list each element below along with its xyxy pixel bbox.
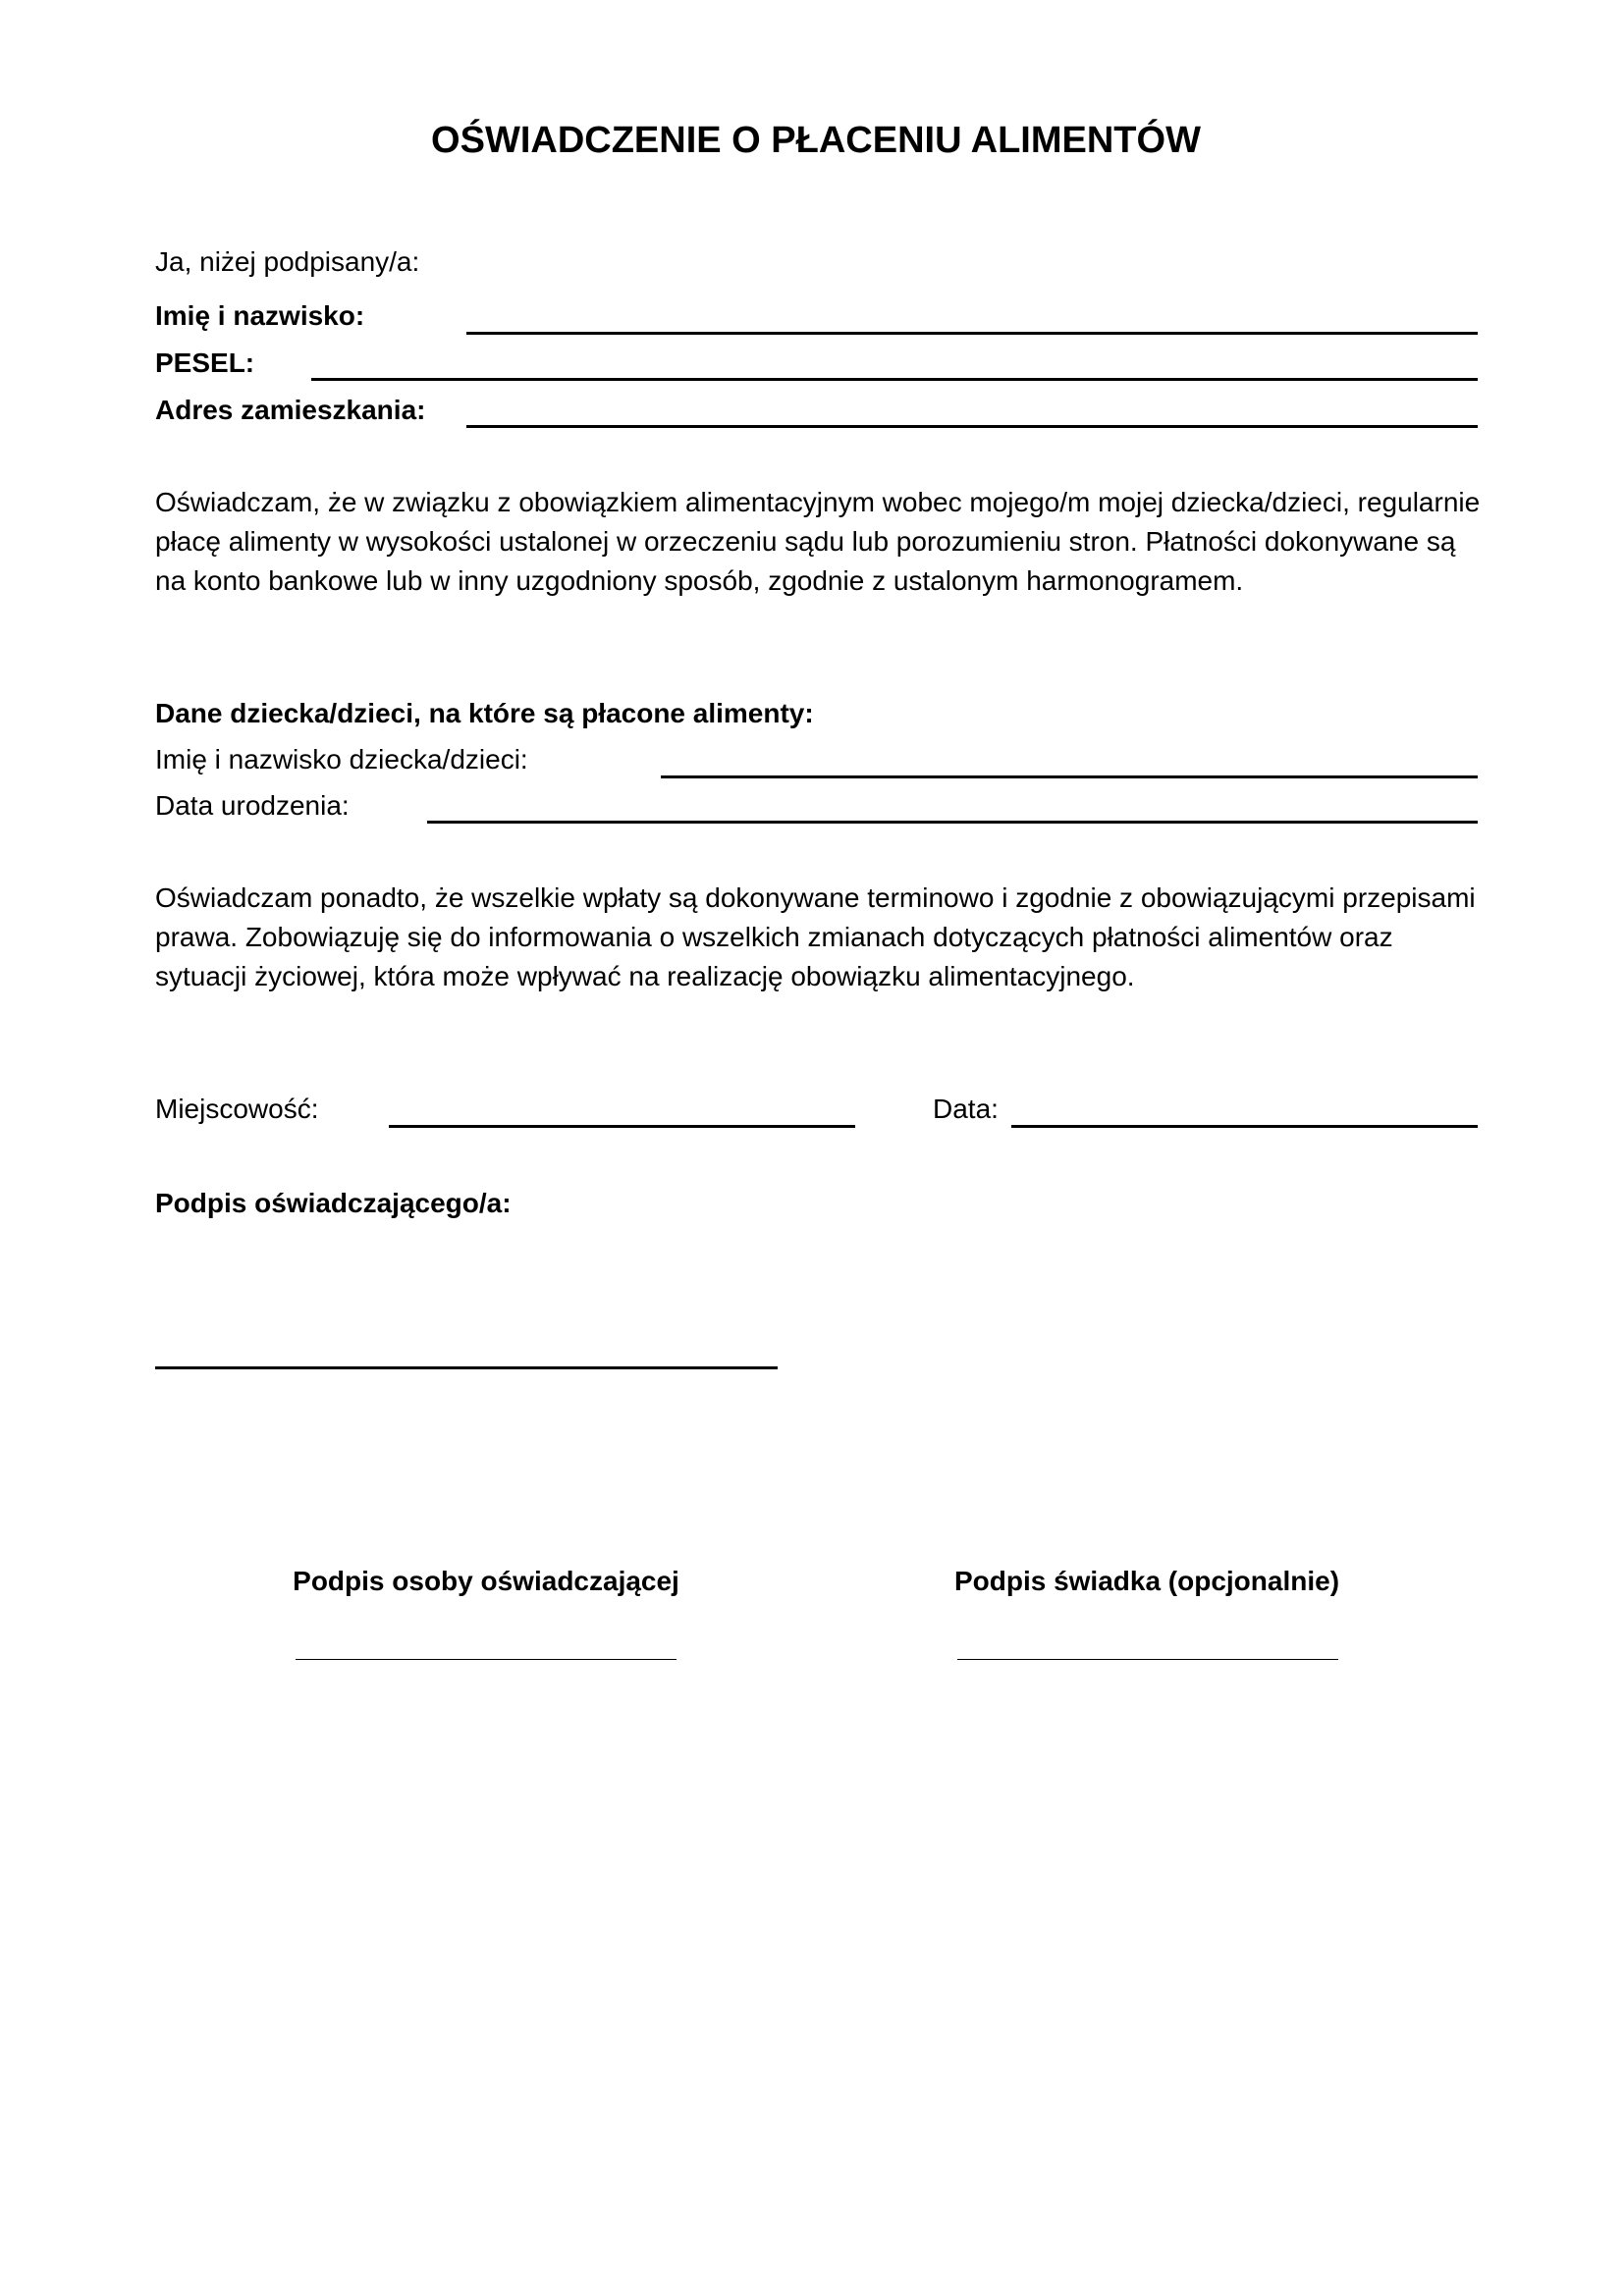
document-title: OŚWIADCZENIE O PŁACENIU ALIMENTÓW [431,120,1201,161]
declarant-signature-label: Podpis oświadczającego/a: [155,1188,512,1218]
person-signature-label: Podpis osoby oświadczającej [293,1566,679,1596]
address-label: Adres zamieszkania: [155,395,426,425]
person-signature-line[interactable] [296,1659,677,1660]
child-dob-label: Data urodzenia: [155,790,350,821]
declaration-paragraph-2: Oświadczam ponadto, że wszelkie wpłaty są dokonywane terminowo i zgodnie z obowiązującymi przepisami prawa. Zobowiązuję się do informowania o wszelkich zmianach dotyczących płatności alimentów oraz sytuacji życiowej, która może wpływać na realizację obowiązku alimentacyjnego. [155,882,1476,991]
pesel-label: PESEL: [155,347,255,378]
address-field[interactable] [466,425,1478,428]
child-section-heading: Dane dziecka/dzieci, na które są płacone alimenty: [155,698,814,728]
declaration-paragraph-1: Oświadczam, że w związku z obowiązkiem alimentacyjnym wobec mojego/m mojej dziecka/dzieci, regularnie płacę alimenty w wysokości ustalonej w orzeczeniu sądu lub porozumieniu stron. Płatności dokonywane są na konto bankowe lub w inny uzgodniony sposób, zgodnie z ustalonym harmonogramem. [155,487,1481,596]
date-label: Data: [933,1094,999,1124]
pesel-field[interactable] [311,378,1478,381]
child-name-label: Imię i nazwisko dziecka/dzieci: [155,744,528,774]
witness-signature-line[interactable] [957,1659,1338,1660]
place-field[interactable] [389,1125,855,1128]
name-field[interactable] [466,332,1478,335]
child-name-field[interactable] [661,775,1478,778]
witness-signature-label: Podpis świadka (opcjonalnie) [953,1566,1340,1596]
place-label: Miejscowość: [155,1094,319,1124]
name-label: Imię i nazwisko: [155,300,365,331]
declarant-signature-line[interactable] [155,1366,778,1369]
child-dob-field[interactable] [427,821,1478,824]
intro-text: Ja, niżej podpisany/a: [155,246,420,277]
date-field[interactable] [1011,1125,1478,1128]
